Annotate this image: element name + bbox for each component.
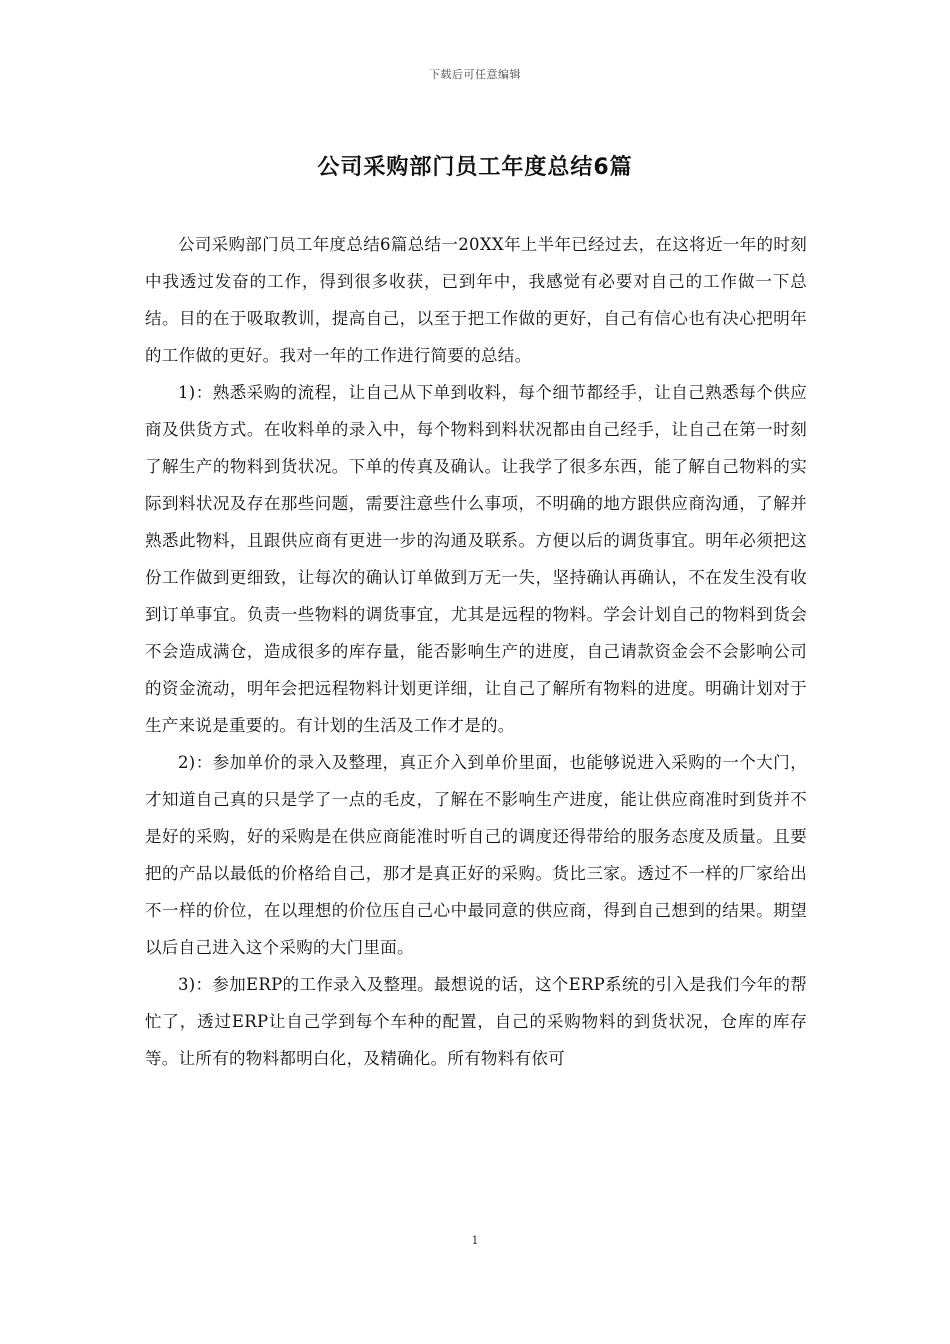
page-number: 1 bbox=[471, 1234, 479, 1247]
document-body bbox=[145, 226, 807, 1077]
paragraph-intro: 公司采购部门员工年度总结6篇总结一20XX年上半年已经过去，在这将近一年的时刻中我透过发奋的工作，得到很多收获，已到年中，我感觉有必要对自己的工作做一下总结。目的在于吸取教训，提高自己，以至于把工作做的更好，自己有信心也有决心把明年的工作做的更好。我对一年的工作进行简要的总结。 bbox=[145, 235, 807, 365]
paragraph-item-3: 3)：参加ERP的工作录入及整理。最想说的话，这个ERP系统的引入是我们今年的帮忙了，透过ERP让自己学到每个车种的配置，自己的采购物料的到货状况，仓库的库存等。让所有的物料都明白化，及精确化。所有物料有依可 bbox=[145, 975, 807, 1068]
paragraph-item-2: 2)：参加单价的录入及整理，真正介入到单价里面，也能够说进入采购的一个大门，才知道自己真的只是学了一点的毛皮，了解在不影响生产进度，能让供应商准时到货并不是好的采购，好的采购是在供应商能准时听自己的调度还得带给的服务态度及质量。且要把的产品以最低的价格给自己，那才是真正好的采购。货比三家。透过不一样的厂家给出不一样的价位，在以理想的价位压自己心中最同意的供应商，得到自己想到的结果。期望以后自己进入这个采购的大门里面。 bbox=[145, 753, 807, 957]
document-title: 公司采购部门员工年度总结6篇 bbox=[317, 155, 633, 180]
header-note: 下载后可任意编辑 bbox=[429, 68, 521, 81]
paragraph-item-1: 1)：熟悉采购的流程，让自己从下单到收料，每个细节都经手，让自己熟悉每个供应商及供货方式。在收料单的录入中，每个物料到料状况都由自己经手，让自己在第一时刻了解生产的物料到货状况。下单的传真及确认。让我学了很多东西，能了解自己物料的实际到料状况及存在那些问题，需要注意些什么事项，不明确的地方跟供应商沟通，了解并熟悉此物料，且跟供应商有更进一步的沟通及联系。方便以后的调货事宜。明年必须把这份工作做到更细致，让每次的确认订单做到万无一失，坚持确认再确认，不在发生没有收到订单事宜。负责一些物料的调货事宜，尤其是远程的物料。学会计划自己的物料到货会不会造成满仓，造成很多的库存量，能否影响生产的进度，自己请款资金会不会影响公司的资金流动，明年会把远程物料计划更详细，让自己了解所有物料的进度。明确计划对于生产来说是重要的。有计划的生活及工作才是的。 bbox=[145, 383, 807, 735]
